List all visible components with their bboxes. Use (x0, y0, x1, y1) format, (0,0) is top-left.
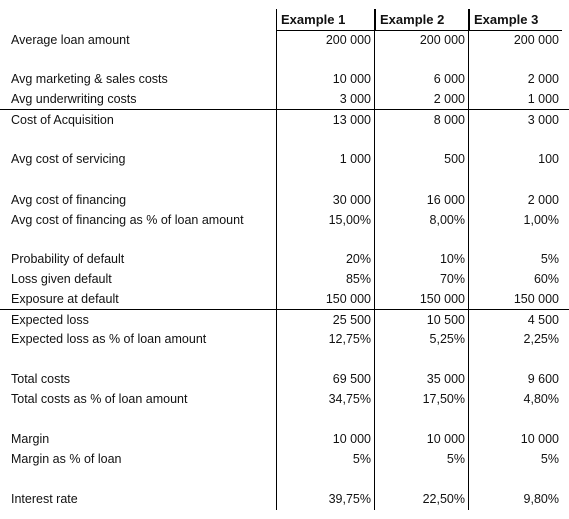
column-divider (374, 9, 375, 510)
row-label: Avg cost of financing as % of loan amount (11, 213, 244, 227)
table-row (0, 89, 569, 109)
row-label: Total costs as % of loan amount (11, 392, 188, 406)
table-row (0, 210, 569, 230)
table-row (0, 489, 569, 509)
table-row (0, 309, 569, 330)
row-label: Cost of Acquisition (11, 113, 114, 127)
table-row (0, 369, 569, 389)
cell-example-3: 4 500 (527, 313, 559, 327)
cell-example-3: 2,25% (523, 332, 559, 346)
cell-example-1: 5% (276, 449, 375, 469)
cell-example-3: 5% (540, 252, 559, 266)
cell-example-3: 5% (540, 452, 559, 466)
cell-example-2: 5% (375, 449, 469, 469)
row-label: Avg cost of servicing (11, 152, 126, 166)
row-label: Margin as % of loan (11, 452, 122, 466)
cell-example-1: 39,75% (276, 489, 375, 509)
table-row (0, 109, 569, 130)
cell-example-2: 6 000 (375, 69, 469, 89)
row-label: Avg marketing & sales costs (11, 72, 168, 86)
table-row (0, 449, 569, 469)
cell-example-1: 10 000 (276, 429, 375, 449)
cell-example-3: 1 000 (527, 92, 559, 106)
cell-example-1: 85% (276, 269, 375, 289)
row-label: Probability of default (11, 252, 125, 266)
column-header-example-2: Example 2 (375, 9, 469, 31)
cell-example-1: 3 000 (276, 89, 375, 109)
column-divider (468, 9, 469, 510)
table-row (0, 429, 569, 449)
table-row (0, 329, 569, 349)
row-label: Average loan amount (11, 33, 130, 47)
cell-example-3: 100 (538, 152, 559, 166)
cell-example-1: 15,00% (276, 210, 375, 230)
cell-example-3: 150 000 (513, 292, 559, 306)
table-row (0, 190, 569, 210)
table-row (0, 389, 569, 409)
cell-example-2: 2 000 (375, 89, 469, 109)
column-divider (276, 9, 277, 510)
cell-example-3: 60% (533, 272, 559, 286)
cell-example-3: 1,00% (523, 213, 559, 227)
table-row (0, 289, 569, 309)
cell-example-2: 70% (375, 269, 469, 289)
table-row (0, 269, 569, 289)
cell-example-2: 10 000 (375, 429, 469, 449)
row-label: Total costs (11, 372, 71, 386)
row-label: Avg cost of financing (11, 193, 127, 207)
cell-example-2: 16 000 (375, 190, 469, 210)
cell-example-2: 22,50% (375, 489, 469, 509)
cell-example-2: 500 (375, 149, 469, 169)
cell-example-2: 5,25% (375, 329, 469, 349)
cell-example-2: 35 000 (375, 369, 469, 389)
cell-example-3: 3 000 (527, 113, 559, 127)
cell-example-1: 30 000 (276, 190, 375, 210)
cell-example-1: 13 000 (276, 110, 375, 130)
cell-example-2: 8 000 (375, 110, 469, 130)
cell-example-1: 25 500 (276, 310, 375, 330)
row-label: Exposure at default (11, 292, 119, 306)
cell-example-1: 20% (276, 249, 375, 269)
cell-example-2: 17,50% (375, 389, 469, 409)
row-label: Expected loss (11, 313, 89, 327)
cell-example-1: 10 000 (276, 69, 375, 89)
row-label: Loss given default (11, 272, 112, 286)
cell-example-3: 2 000 (527, 193, 559, 207)
table-row (0, 69, 569, 89)
cell-example-2: 8,00% (375, 210, 469, 230)
table-row (0, 249, 569, 269)
cell-example-2: 10 500 (375, 310, 469, 330)
cell-example-1: 69 500 (276, 369, 375, 389)
cell-example-1: 1 000 (276, 149, 375, 169)
row-label: Interest rate (11, 492, 78, 506)
cell-example-3: 10 000 (520, 432, 559, 446)
column-header-example-3: Example 3 (469, 9, 562, 31)
row-label: Margin (11, 432, 50, 446)
cell-example-2: 10% (375, 249, 469, 269)
cell-example-1: 12,75% (276, 329, 375, 349)
cell-example-3: 200 000 (513, 33, 559, 47)
cell-example-1: 34,75% (276, 389, 375, 409)
cell-example-3: 9 600 (527, 372, 559, 386)
cell-example-3: 4,80% (523, 392, 559, 406)
cell-example-1: 200 000 (276, 30, 375, 50)
table-row (0, 149, 569, 169)
row-label: Avg underwriting costs (11, 92, 137, 106)
row-label: Expected loss as % of loan amount (11, 332, 207, 346)
cell-example-3: 2 000 (527, 72, 559, 86)
column-header-example-1: Example 1 (276, 9, 375, 31)
table-row (0, 30, 569, 50)
cell-example-2: 200 000 (375, 30, 469, 50)
cell-example-3: 9,80% (523, 492, 559, 506)
cell-example-1: 150 000 (276, 289, 375, 309)
cell-example-2: 150 000 (375, 289, 469, 309)
